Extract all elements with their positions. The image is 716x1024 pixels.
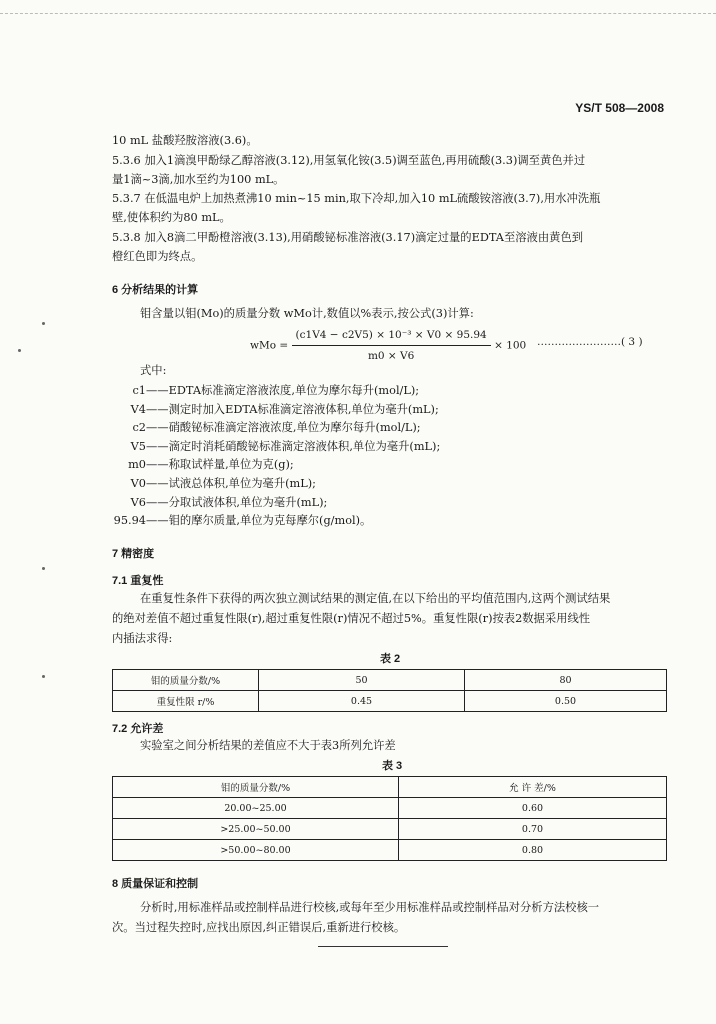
text-line: 量1滴~3滴,加水至约为100 mL。 bbox=[112, 173, 285, 186]
table-cell: 0.70 bbox=[399, 819, 667, 840]
table-cell: 20.00~25.00 bbox=[113, 798, 399, 819]
variable-item: m0——称取试样量,单位为克(g); bbox=[128, 458, 294, 472]
table-3 bbox=[112, 776, 667, 861]
table-cell: 钼的质量分数/% bbox=[113, 670, 259, 691]
scan-speck bbox=[42, 322, 45, 325]
paragraph-line: 内插法求得: bbox=[112, 632, 173, 645]
table-2-caption: 表 2 bbox=[380, 653, 401, 665]
clause-7-2-heading: 7.2 允许差 bbox=[112, 723, 164, 735]
table-cell: 0.50 bbox=[465, 691, 667, 712]
variable-item: V6——分取试液体积,单位为毫升(mL); bbox=[130, 495, 328, 509]
table-header-row bbox=[113, 777, 667, 798]
table-header-cell: 钼的质量分数/% bbox=[113, 777, 399, 798]
paragraph-line: 在重复性条件下获得的两次独立测试结果的测定值,在以下给出的平均值范围内,这两个测试结果 bbox=[140, 592, 611, 605]
table-row bbox=[113, 798, 667, 819]
variable-list bbox=[110, 382, 440, 531]
section-6-intro: 钼含量以钼(Mo)的质量分数 wMo计,数值以%表示,按公式(3)计算: bbox=[140, 307, 474, 320]
scan-speck bbox=[18, 349, 21, 352]
section-7-heading: 7 精密度 bbox=[112, 548, 155, 560]
variable-item: V0——试液总体积,单位为毫升(mL); bbox=[130, 476, 316, 490]
end-rule bbox=[318, 946, 448, 947]
clause-5-3-6: 5.3.6 加入1滴溴甲酚绿乙醇溶液(3.12),用氢氧化铵(3.5)调至蓝色,再用硫酸(3.3)调至黄色并过 bbox=[112, 154, 586, 167]
paragraph-line: 实验室之间分析结果的差值应不大于表3所列允许差 bbox=[140, 739, 396, 752]
section-8-heading: 8 质量保证和控制 bbox=[112, 878, 199, 890]
scan-speck bbox=[42, 567, 45, 570]
table-cell: 0.60 bbox=[399, 798, 667, 819]
table-cell: 0.45 bbox=[259, 691, 465, 712]
table-cell: 0.80 bbox=[399, 840, 667, 861]
table-row bbox=[113, 670, 667, 691]
paragraph-line: 次。当过程失控时,应找出原因,纠正错误后,重新进行校核。 bbox=[112, 921, 406, 934]
variable-item: c2——硝酸铋标准滴定溶液浓度,单位为摩尔每升(mol/L); bbox=[132, 421, 421, 435]
variable-item: V5——滴定时消耗硝酸铋标准滴定溶液体积,单位为毫升(mL); bbox=[130, 439, 441, 453]
variable-item: c1——EDTA标准滴定溶液浓度,单位为摩尔每升(mol/L); bbox=[132, 384, 420, 397]
table-row bbox=[113, 819, 667, 840]
scan-top-edge bbox=[0, 13, 716, 14]
variable-item: V4——测定时加入EDTA标准滴定溶液体积,单位为毫升(mL); bbox=[130, 402, 439, 416]
paragraph-line: 的绝对差值不超过重复性限(r),超过重复性限(r)情况不超过5%。重复性限(r)按表2数据采用线性 bbox=[112, 612, 591, 625]
clause-7-1-heading: 7.1 重复性 bbox=[112, 575, 164, 587]
text-line: 橙红色即为终点。 bbox=[112, 250, 203, 263]
where-title: 式中: bbox=[140, 364, 167, 377]
standard-number: YS/T 508—2008 bbox=[575, 101, 664, 115]
table-cell: 50 bbox=[259, 670, 465, 691]
formula-3 bbox=[250, 326, 526, 365]
formula-number: ……………………( 3 ) bbox=[537, 336, 643, 348]
clause-5-3-8: 5.3.8 加入8滴二甲酚橙溶液(3.13),用硝酸铋标准溶液(3.17)滴定过量的EDTA至溶液由黄色到 bbox=[112, 231, 584, 244]
table-header-cell: 允 许 差/% bbox=[399, 777, 667, 798]
table-cell: >25.00~50.00 bbox=[113, 819, 399, 840]
table-cell: >50.00~80.00 bbox=[113, 840, 399, 861]
table-3-caption: 表 3 bbox=[382, 760, 403, 772]
variable-item: 95.94——钼的摩尔质量,单位为克每摩尔(g/mol)。 bbox=[113, 514, 372, 528]
scan-speck bbox=[42, 675, 45, 678]
formula-lhs: wMo = bbox=[250, 339, 289, 352]
table-row bbox=[113, 691, 667, 712]
table-cell: 80 bbox=[465, 670, 667, 691]
formula-numerator: (c1V4 − c2V5) × 10⁻³ × V0 × 95.94 bbox=[292, 326, 491, 346]
table-cell: 重复性限 r/% bbox=[113, 691, 259, 712]
formula-denominator: m0 × V6 bbox=[367, 350, 415, 362]
paragraph-line: 分析时,用标准样品或控制样品进行校核,或每年至少用标准样品或控制样品对分析方法校核一 bbox=[140, 901, 600, 914]
text-line: 10 mL 盐酸羟胺溶液(3.6)。 bbox=[112, 134, 258, 147]
clause-5-3-7: 5.3.7 在低温电炉上加热煮沸10 min~15 min,取下冷却,加入10 mL硫酸铵溶液(3.7),用水冲洗瓶 bbox=[112, 192, 601, 205]
section-6-heading: 6 分析结果的计算 bbox=[112, 284, 199, 296]
table-2 bbox=[112, 669, 667, 712]
formula-fraction bbox=[292, 326, 491, 365]
formula-times: × 100 bbox=[494, 339, 527, 352]
text-line: 壁,使体积约为80 mL。 bbox=[112, 211, 231, 224]
table-row bbox=[113, 840, 667, 861]
